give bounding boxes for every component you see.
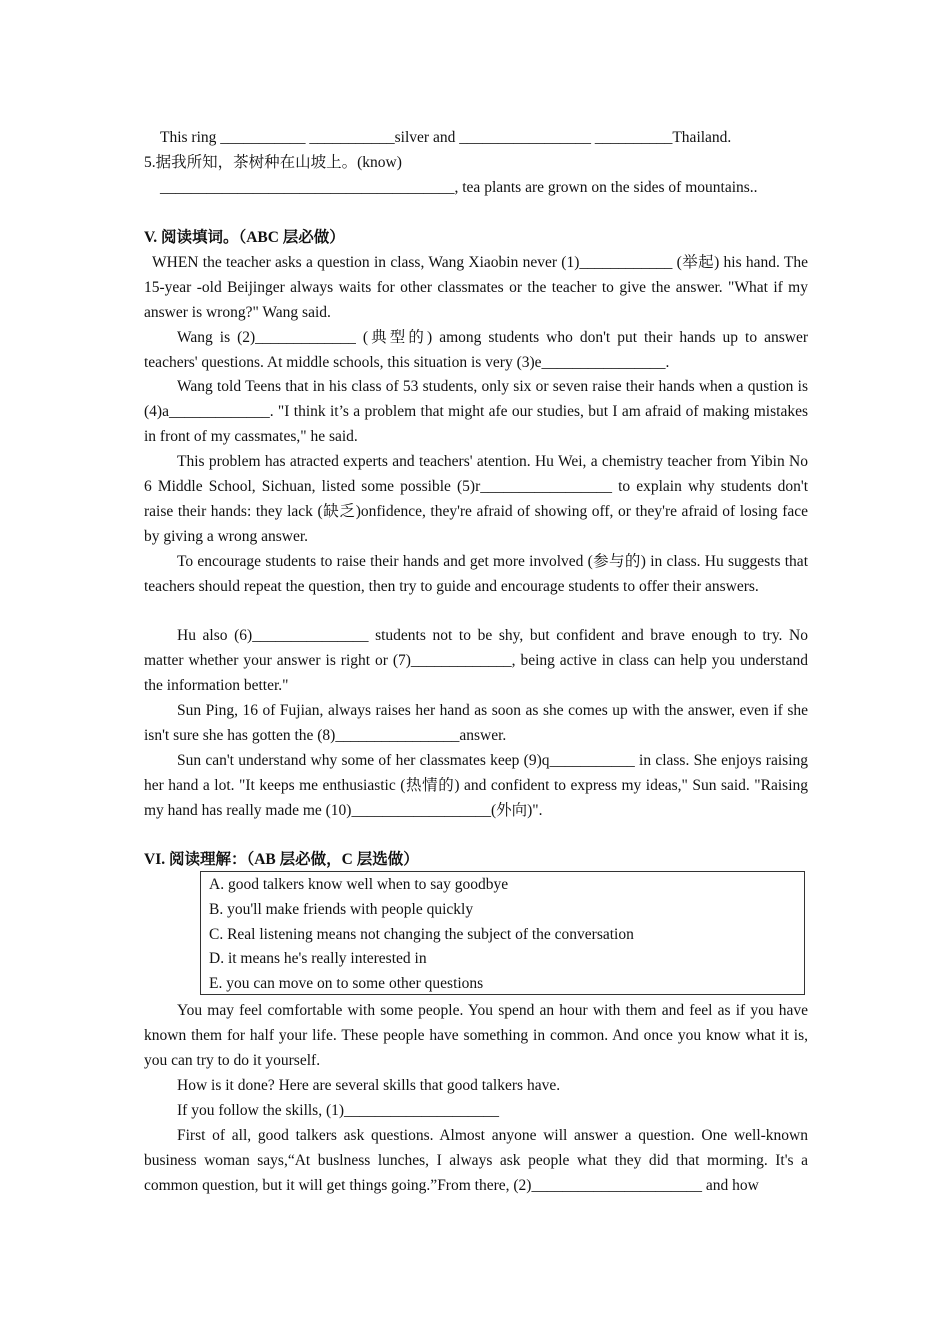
section-6-paragraph-4: First of all, good talkers ask questions. Almost anyone will answer a question. One well-known business woman says,“At buslness lunches, I always ask people what they did that morming. It's a common question, but it will get things going.”From there, (2)______________________ and how	[144, 1127, 808, 1194]
section-5-paragraph-4: This problem has atracted experts and teachers' atention. Hu Wei, a chemistry teacher from Yibin No 6 Middle School, Sichuan, listed some possible (5)r_________________ to explain why students don't raise their hands: they lack (缺乏)onfidence, they're afraid of showing off, or they're afraid of losing face by giving a wrong answer.	[144, 453, 808, 545]
option-c: C. Real listening means not changing the subject of the conversation	[209, 925, 634, 943]
exercise-question-5: 5.据我所知，茶树种在山坡上。(know)	[144, 154, 402, 171]
section-5-paragraph-1: WHEN the teacher asks a question in class, Wang Xiaobin never (1)____________ (举起) his hand. The 15-year -old Beijinger always waits for other classmates or the teacher to give the answer. "What if my answer is wrong?" Wang said.	[144, 254, 808, 321]
section-6-paragraph-2: How is it done? Here are several skills that good talkers have.	[177, 1077, 561, 1094]
section-6-heading: VI. 阅读理解：（AB 层必做，C 层选做）	[144, 851, 419, 868]
exercise-question-5-answer: ______________________________________, tea plants are grown on the sides of mountains..	[160, 179, 758, 196]
section-5-paragraph-7: Sun Ping, 16 of Fujian, always raises her hand as soon as she comes up with the answer, even if she isn't sure she has gotten the (8)________________answer.	[144, 702, 808, 744]
option-d: D. it means he's really interested in	[209, 950, 427, 968]
section-5-paragraph-8: Sun can't understand why some of her classmates keep (9)q___________ in class. She enjoys raising her hand a lot. "It keeps me enthusiastic (热情的) and confident to express my ideas," Sun said. "Raising my hand has really made me (10)__________________(外向)".	[144, 752, 808, 819]
section-5-paragraph-2: Wang is (2)_____________ (典型的) among students who don't put their hands up to answer teachers' questions. At middle schools, this situation is very (3)e________________.	[144, 329, 808, 371]
section-6-paragraph-3: If you follow the skills, (1)____________________	[177, 1102, 500, 1119]
section-5-paragraph-5: To encourage students to raise their hands and get more involved (参与的) in class. Hu suggests that teachers should repeat the question, then try to guide and encourage students to offer their answers.	[144, 553, 808, 595]
exercise-line-ring: This ring ___________ ___________silver and _________________ __________Thailand.	[160, 129, 732, 146]
section-6-paragraph-1: You may feel comfortable with some people. You spend an hour with them and feel as if you have known them for half your life. These people have something in common. And once you know what it is, you can try to do it yourself.	[144, 1002, 808, 1069]
option-a: A. good talkers know well when to say goodbye	[209, 876, 509, 893]
section-5-paragraph-3: Wang told Teens that in his class of 53 students, only six or seven raise their hands when a qustion is (4)a_____________. "I think it’s a problem that might afe our studies, but I am afraid of making mistakes in front of my cassmates," he said.	[144, 378, 808, 445]
option-e: E. you can move on to some other questions	[209, 975, 484, 993]
section-5-paragraph-6: Hu also (6)_______________ students not to be shy, but confident and brave enough to try. No matter whether your answer is right or (7)_____________, being active in class can help you understand the information better."	[144, 627, 808, 694]
options-box	[200, 871, 805, 995]
section-5-heading: V. 阅读填词。（ABC 层必做）	[144, 229, 345, 246]
option-b: B. you'll make friends with people quickly	[209, 900, 474, 918]
